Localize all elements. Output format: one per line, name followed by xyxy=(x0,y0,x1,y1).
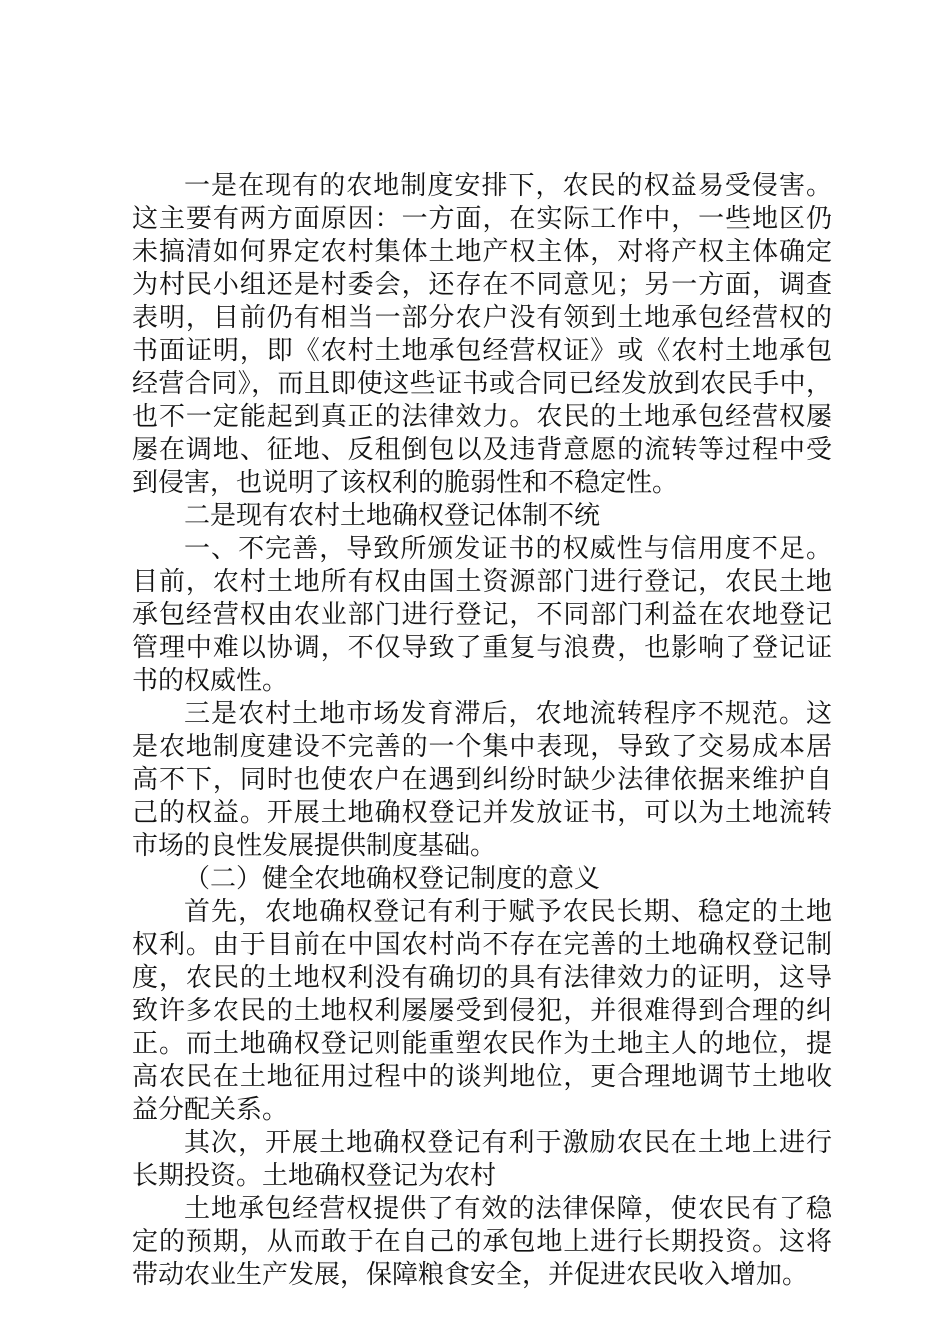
paragraph-registration-system-heading: 二是现有农村土地确权登记体制不统 xyxy=(184,501,601,531)
document-body xyxy=(132,170,832,1292)
paragraph-first-stable-rights: 首先，农地确权登记有利于赋予农民长期、稳定的土地权利。由于目前在中国农村尚不存在完善的土地确权登记制度，农民的土地权利没有确切的具有法律效力的证明，这导致许多农民的土地权利屡屡受到侵犯，并很难得到合理的纠正。而土地确权登记则能重塑农民作为土地主人的地位，提高农民在土地征用过程中的谈判地位，更合理地调节土地收益分配关系。 xyxy=(132,897,832,1125)
paragraph-rights-infringed: 一是在现有的农地制度安排下，农民的权益易受侵害。这主要有两方面原因：一方面，在实际工作中，一些地区仍未搞清如何界定农村集体土地产权主体，对将产权主体确定为村民小组还是村委会，还存在不同意见；另一方面，调查表明，目前仍有相当一部分农户没有领到土地承包经营权的书面证明，即《农村土地承包经营权证》或《农村土地承包经营合同》，而且即使这些证书或合同已经发放到农民手中，也不一定能起到真正的法律效力。农民的土地承包经营权屡屡在调地、征地、反租倒包以及违背意愿的流转等过程中受到侵害，也说明了该权利的脆弱性和不稳定性。 xyxy=(132,171,832,498)
section-heading-significance: （二）健全农地确权登记制度的意义 xyxy=(184,864,601,894)
paragraph-second-investment: 其次，开展土地确权登记有利于激励农民在土地上进行长期投资。土地确权登记为农村 xyxy=(132,1128,832,1191)
paragraph-legal-protection: 土地承包经营权提供了有效的法律保障，使农民有了稳定的预期，从而敢于在自己的承包地上进行长期投资。这将带动农业生产发展，保障粮食安全，并促进农民收入增加。 xyxy=(132,1194,832,1290)
paragraph-certificate-authority: 一、不完善，导致所颁发证书的权威性与信用度不足。目前，农村土地所有权由国土资源部门进行登记，农民土地承包经营权由农业部门进行登记，不同部门利益在农地登记管理中难以协调，不仅导致了重复与浪费，也影响了登记证书的权威性。 xyxy=(132,534,832,696)
paragraph-land-market: 三是农村土地市场发育滞后，农地流转程序不规范。这是农地制度建设不完善的一个集中表现，导致了交易成本居高不下，同时也使农户在遇到纠纷时缺少法律依据来维护自己的权益。开展土地确权登记并发放证书，可以为土地流转市场的良性发展提供制度基础。 xyxy=(132,699,832,861)
